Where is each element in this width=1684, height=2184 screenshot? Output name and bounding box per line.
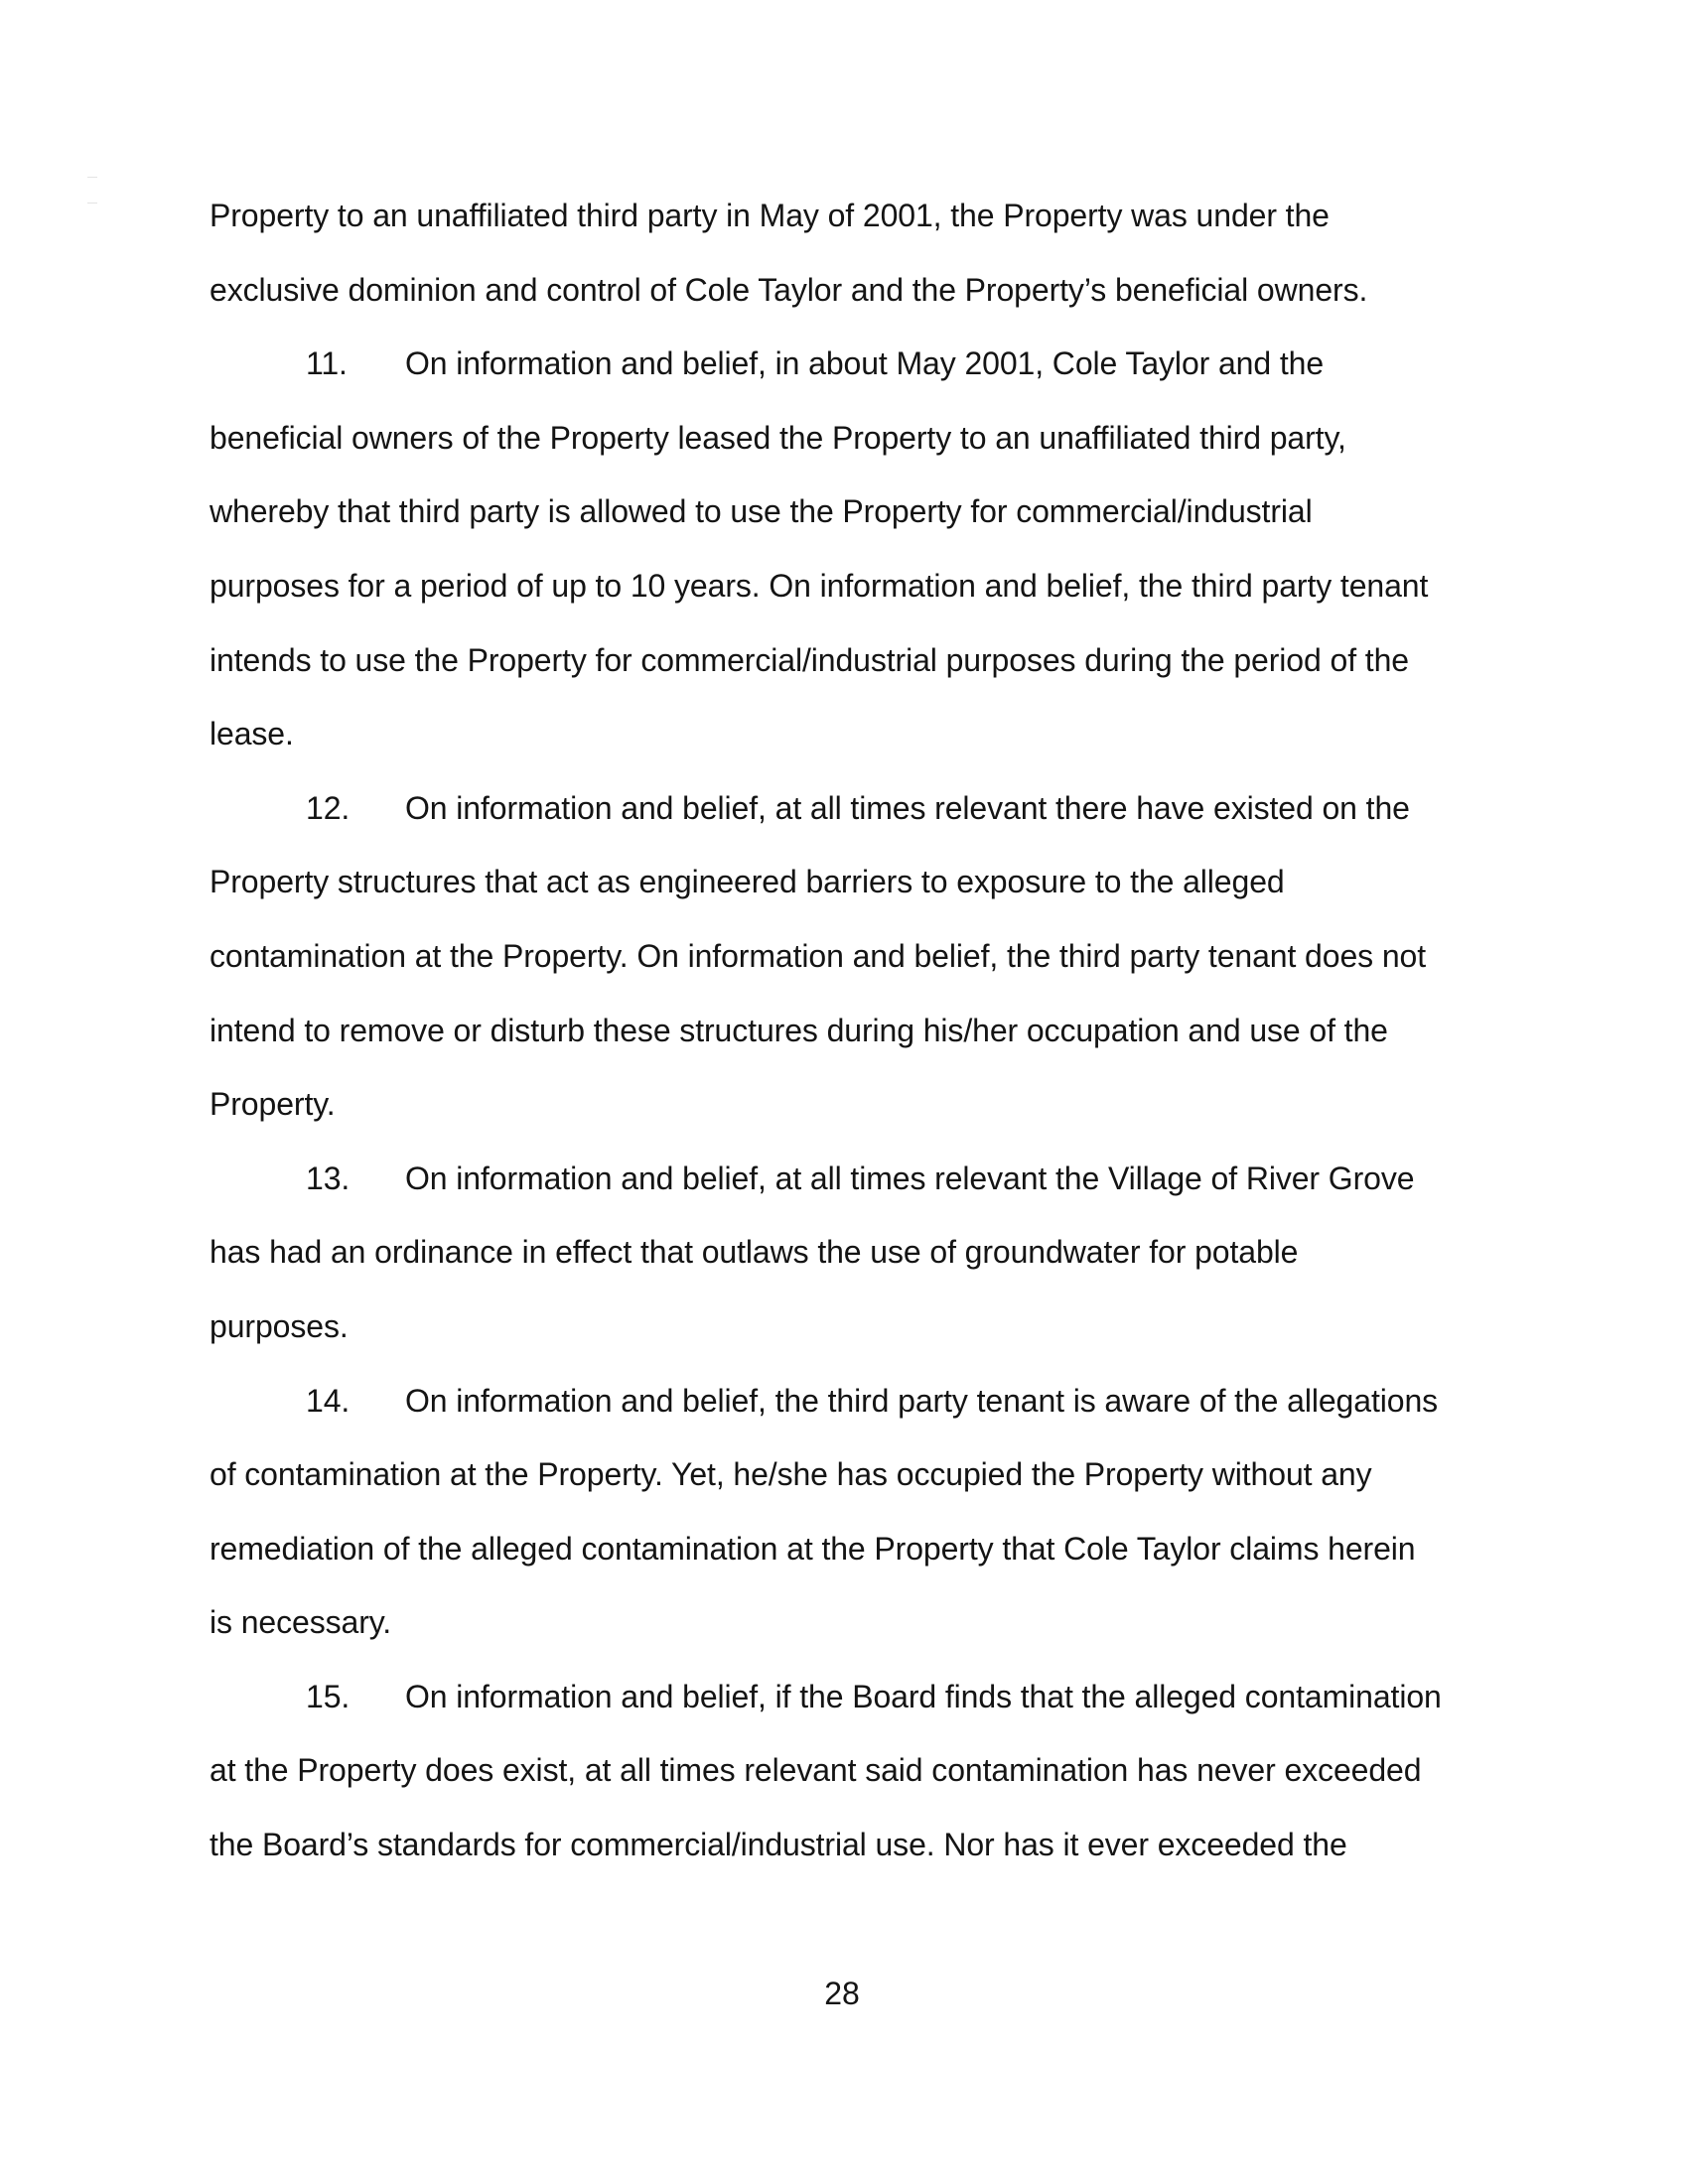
text-line: On information and belief, in about May 2001, Cole Taylor and the <box>405 345 1325 382</box>
text-line: On information and belief, if the Board finds that the alleged contamination <box>405 1678 1442 1714</box>
text-line: at the Property does exist, at all times relevant said contamination has never exceeded <box>210 1752 1422 1789</box>
paragraph-11-first-line <box>210 327 1500 401</box>
paragraph-13-first-line <box>210 1142 1500 1216</box>
text-line: remediation of the alleged contamination at the Property that Cole Taylor claims herein <box>210 1530 1416 1567</box>
text-line: On information and belief, at all times relevant the Village of River Grove <box>405 1160 1415 1196</box>
paragraph-number: 11. <box>306 345 348 382</box>
text-line: has had an ordinance in effect that outlaws the use of groundwater for potable <box>210 1234 1299 1271</box>
text-line: purposes. <box>210 1307 349 1344</box>
text-line: of contamination at the Property. Yet, he/she has occupied the Property without any <box>210 1456 1372 1493</box>
paragraph-number: 15. <box>306 1678 351 1714</box>
text-line: On information and belief, the third party tenant is aware of the allegations <box>405 1382 1439 1419</box>
text-line: contamination at the Property. On information and belief, the third party tenant does not <box>210 937 1427 974</box>
paragraph-14-first-line <box>210 1364 1500 1438</box>
text-line: is necessary. <box>210 1604 392 1641</box>
paragraph-number: 14. <box>306 1382 351 1419</box>
text-line: On information and belief, at all times relevant there have existed on the <box>405 789 1410 826</box>
page-number: 28 <box>824 1976 860 2011</box>
text-line: beneficial owners of the Property leased the Property to an unaffiliated third party, <box>210 419 1346 456</box>
text-line: intends to use the Property for commercial/industrial purposes during the period of the <box>210 641 1409 678</box>
scan-mark <box>87 203 97 204</box>
text-line: Property to an unaffiliated third party in May of 2001, the Property was under the <box>210 198 1330 233</box>
text-line: lease. <box>210 716 294 752</box>
text-line: Property. <box>210 1086 336 1123</box>
paragraph-number: 12. <box>306 789 351 826</box>
text-line: the Board’s standards for commercial/industrial use. Nor has it ever exceeded the <box>210 1827 1347 1863</box>
paragraph-number: 13. <box>306 1160 351 1196</box>
body-text <box>210 179 1500 1882</box>
scan-mark <box>87 177 97 178</box>
text-line: Property structures that act as engineered barriers to exposure to the alleged <box>210 864 1285 900</box>
text-line: exclusive dominion and control of Cole Taylor and the Property’s beneficial owners. <box>210 271 1368 308</box>
text-line: whereby that third party is allowed to use the Property for commercial/industrial <box>210 493 1313 530</box>
paragraph-15-first-line <box>210 1660 1500 1734</box>
text-line: intend to remove or disturb these structures during his/her occupation and use of the <box>210 1012 1388 1048</box>
text-line: purposes for a period of up to 10 years. On information and belief, the third party tenant <box>210 567 1429 604</box>
paragraph-12-first-line <box>210 771 1500 846</box>
